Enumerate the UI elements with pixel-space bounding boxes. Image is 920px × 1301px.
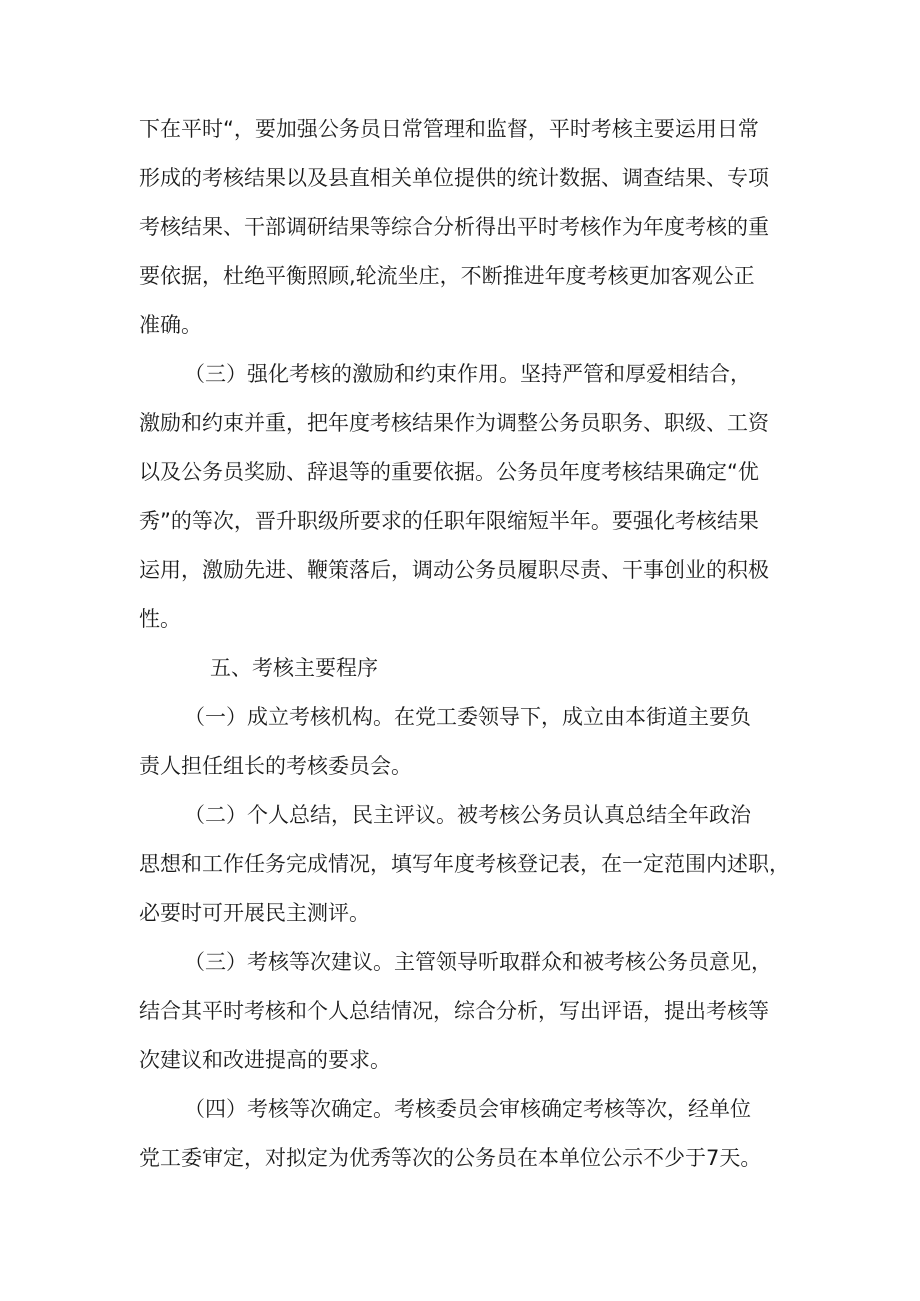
body-line: 必要时可开展民主测评。 <box>139 901 370 925</box>
paragraph-first-line: （一）成立考核机构。在党工委领导下，成立由本街道主要负 <box>184 705 751 729</box>
paragraph-first-line: （三）考核等次建议。主管领导听取群众和被考核公务员意见， <box>184 950 772 974</box>
body-line: 下在平时“，要加强公务员日常管理和监督，平时考核主要运用日常 <box>139 117 759 141</box>
body-line: 形成的考核结果以及县直相关单位提供的统计数据、调查结果、专项 <box>139 166 769 190</box>
paragraph-first-line: （二）个人总结，民主评议。被考核公务员认真总结全年政治 <box>184 803 751 827</box>
paragraph-first-line: （三）强化考核的激励和约束作用。坚持严管和厚爱相结合， <box>184 362 751 386</box>
body-line: 考核结果、干部调研结果等综合分析得出平时考核作为年度考核的重 <box>139 215 769 239</box>
section-heading: 五、考核主要程序 <box>210 656 378 680</box>
body-line: 责人担任组长的考核委员会。 <box>139 754 412 778</box>
body-line: 秀”的等次，晋升职级所要求的任职年限缩短半年。要强化考核结果 <box>139 509 759 533</box>
body-line: 性。 <box>139 607 181 631</box>
body-line: 以及公务员奖励、辞退等的重要依据。公务员年度考核结果确定“优 <box>139 460 759 484</box>
body-line: 要依据，杜绝平衡照顾,轮流坐庄，不断推进年度考核更加客观公正 <box>139 264 755 288</box>
body-line: 思想和工作任务完成情况，填写年度考核登记表，在一定范围内述职， <box>139 852 790 876</box>
paragraph-first-line: （四）考核等次确定。考核委员会审核确定考核等次，经单位 <box>184 1097 751 1121</box>
body-line: 结合其平时考核和个人总结情况，综合分析，写出评语，提出考核等 <box>139 999 769 1023</box>
body-line: 次建议和改进提高的要求。 <box>139 1048 391 1072</box>
body-line: 党工委审定，对拟定为优秀等次的公务员在本单位公示不少于7天。 <box>139 1146 762 1170</box>
body-line: 准确。 <box>139 313 202 337</box>
body-line: 运用，激励先进、鞭策落后，调动公务员履职尽责、干事创业的积极 <box>139 558 769 582</box>
body-line: 激励和约束并重，把年度考核结果作为调整公务员职务、职级、工资 <box>139 411 769 435</box>
